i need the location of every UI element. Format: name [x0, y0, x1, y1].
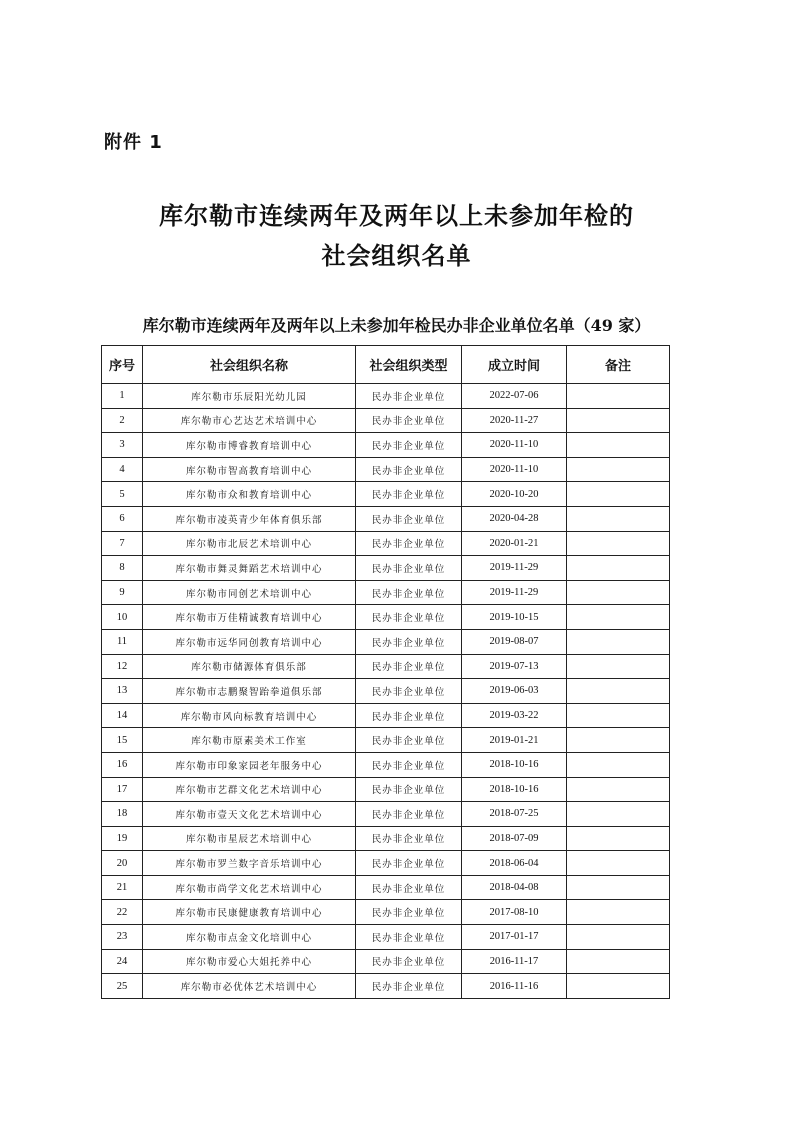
table-row [102, 875, 670, 900]
row-serial-number: 13 [102, 679, 143, 704]
table-row [102, 408, 670, 433]
row-organization-name: 库尔勒市民康健康教育培训中心 [143, 900, 356, 925]
table-row [102, 679, 670, 704]
row-established-date: 2020-01-21 [462, 531, 567, 556]
row-organization-type: 民办非企业单位 [356, 777, 462, 802]
row-organization-name: 库尔勒市同创艺术培训中心 [143, 580, 356, 605]
row-organization-name: 库尔勒市必优体艺术培训中心 [143, 974, 356, 999]
row-organization-name: 库尔勒市凌英青少年体育俱乐部 [143, 506, 356, 531]
row-organization-type: 民办非企业单位 [356, 654, 462, 679]
table-row [102, 925, 670, 950]
row-established-date: 2018-06-04 [462, 851, 567, 876]
row-serial-number: 11 [102, 629, 143, 654]
row-organization-type: 民办非企业单位 [356, 728, 462, 753]
row-organization-name: 库尔勒市乐辰阳光幼儿园 [143, 384, 356, 409]
row-organization-type: 民办非企业单位 [356, 679, 462, 704]
row-organization-name: 库尔勒市心艺达艺术培训中心 [143, 408, 356, 433]
row-remarks [567, 506, 670, 531]
table-row [102, 802, 670, 827]
row-organization-name: 库尔勒市北辰艺术培训中心 [143, 531, 356, 556]
row-organization-name: 库尔勒市万佳精诚教育培训中心 [143, 605, 356, 630]
row-established-date: 2019-03-22 [462, 703, 567, 728]
row-established-date: 2020-11-10 [462, 457, 567, 482]
row-organization-name: 库尔勒市远华同创教育培训中心 [143, 629, 356, 654]
row-remarks [567, 752, 670, 777]
row-remarks [567, 925, 670, 950]
row-organization-type: 民办非企业单位 [356, 506, 462, 531]
table-row [102, 556, 670, 581]
row-established-date: 2020-11-10 [462, 433, 567, 458]
row-organization-name: 库尔勒市风向标教育培训中心 [143, 703, 356, 728]
row-organization-type: 民办非企业单位 [356, 605, 462, 630]
table-row [102, 949, 670, 974]
row-serial-number: 24 [102, 949, 143, 974]
row-serial-number: 9 [102, 580, 143, 605]
row-serial-number: 8 [102, 556, 143, 581]
row-organization-name: 库尔勒市原素美术工作室 [143, 728, 356, 753]
row-serial-number: 23 [102, 925, 143, 950]
row-serial-number: 4 [102, 457, 143, 482]
row-established-date: 2022-07-06 [462, 384, 567, 409]
row-organization-name: 库尔勒市储源体育俱乐部 [143, 654, 356, 679]
row-remarks [567, 679, 670, 704]
table-row [102, 974, 670, 999]
row-serial-number: 2 [102, 408, 143, 433]
row-remarks [567, 408, 670, 433]
row-serial-number: 7 [102, 531, 143, 556]
row-established-date: 2019-08-07 [462, 629, 567, 654]
row-serial-number: 16 [102, 752, 143, 777]
row-established-date: 2019-11-29 [462, 556, 567, 581]
row-remarks [567, 580, 670, 605]
row-remarks [567, 531, 670, 556]
row-remarks [567, 949, 670, 974]
table-row [102, 531, 670, 556]
table-row [102, 580, 670, 605]
row-organization-type: 民办非企业单位 [356, 408, 462, 433]
row-established-date: 2017-01-17 [462, 925, 567, 950]
row-serial-number: 19 [102, 826, 143, 851]
row-established-date: 2019-01-21 [462, 728, 567, 753]
row-remarks [567, 433, 670, 458]
row-serial-number: 12 [102, 654, 143, 679]
row-organization-name: 库尔勒市印象家园老年服务中心 [143, 752, 356, 777]
table-header-row [102, 346, 670, 384]
row-established-date: 2018-10-16 [462, 777, 567, 802]
row-organization-type: 民办非企业单位 [356, 531, 462, 556]
table-row [102, 482, 670, 507]
row-established-date: 2018-04-08 [462, 875, 567, 900]
row-organization-name: 库尔勒市智高教育培训中心 [143, 457, 356, 482]
row-organization-type: 民办非企业单位 [356, 900, 462, 925]
table-body [102, 384, 670, 999]
row-organization-name: 库尔勒市爱心大姐托养中心 [143, 949, 356, 974]
row-organization-type: 民办非企业单位 [356, 875, 462, 900]
row-remarks [567, 777, 670, 802]
row-established-date: 2019-11-29 [462, 580, 567, 605]
row-established-date: 2019-10-15 [462, 605, 567, 630]
row-remarks [567, 974, 670, 999]
row-serial-number: 15 [102, 728, 143, 753]
row-serial-number: 22 [102, 900, 143, 925]
row-remarks [567, 851, 670, 876]
row-serial-number: 25 [102, 974, 143, 999]
document-title-line-2: 社会组织名单 [321, 241, 472, 270]
table-row [102, 900, 670, 925]
attachment-label: 附件 1 [104, 132, 163, 153]
row-organization-type: 民办非企业单位 [356, 752, 462, 777]
row-serial-number: 10 [102, 605, 143, 630]
row-organization-name: 库尔勒市尚学文化艺术培训中心 [143, 875, 356, 900]
table-row [102, 457, 670, 482]
row-remarks [567, 875, 670, 900]
table-row [102, 654, 670, 679]
row-organization-type: 民办非企业单位 [356, 974, 462, 999]
header-organization-type: 社会组织类型 [356, 346, 462, 384]
row-organization-name: 库尔勒市众和教育培训中心 [143, 482, 356, 507]
row-serial-number: 17 [102, 777, 143, 802]
row-established-date: 2020-11-27 [462, 408, 567, 433]
row-established-date: 2019-06-03 [462, 679, 567, 704]
row-organization-name: 库尔勒市壹天文化艺术培训中心 [143, 802, 356, 827]
row-organization-type: 民办非企业单位 [356, 703, 462, 728]
row-serial-number: 20 [102, 851, 143, 876]
row-remarks [567, 605, 670, 630]
header-organization-name: 社会组织名称 [143, 346, 356, 384]
row-established-date: 2019-07-13 [462, 654, 567, 679]
row-organization-type: 民办非企业单位 [356, 949, 462, 974]
row-remarks [567, 556, 670, 581]
table-row [102, 506, 670, 531]
table-row [102, 629, 670, 654]
row-organization-type: 民办非企业单位 [356, 802, 462, 827]
row-remarks [567, 482, 670, 507]
table-row [102, 826, 670, 851]
row-established-date: 2016-11-16 [462, 974, 567, 999]
table-row [102, 752, 670, 777]
row-organization-type: 民办非企业单位 [356, 629, 462, 654]
row-established-date: 2016-11-17 [462, 949, 567, 974]
row-serial-number: 1 [102, 384, 143, 409]
row-remarks [567, 654, 670, 679]
row-organization-type: 民办非企业单位 [356, 851, 462, 876]
table-row [102, 433, 670, 458]
row-organization-type: 民办非企业单位 [356, 826, 462, 851]
row-serial-number: 5 [102, 482, 143, 507]
row-serial-number: 6 [102, 506, 143, 531]
row-remarks [567, 728, 670, 753]
row-organization-type: 民办非企业单位 [356, 482, 462, 507]
header-remarks: 备注 [567, 346, 670, 384]
table-row [102, 384, 670, 409]
row-serial-number: 14 [102, 703, 143, 728]
row-organization-name: 库尔勒市艺群文化艺术培训中心 [143, 777, 356, 802]
row-serial-number: 18 [102, 802, 143, 827]
organization-table [101, 345, 670, 999]
row-serial-number: 21 [102, 875, 143, 900]
row-established-date: 2018-10-16 [462, 752, 567, 777]
row-organization-name: 库尔勒市博睿教育培训中心 [143, 433, 356, 458]
row-remarks [567, 826, 670, 851]
row-remarks [567, 384, 670, 409]
table-row [102, 777, 670, 802]
row-organization-name: 库尔勒市志鹏聚智跆拳道俱乐部 [143, 679, 356, 704]
row-established-date: 2018-07-25 [462, 802, 567, 827]
table-row [102, 605, 670, 630]
header-established-date: 成立时间 [462, 346, 567, 384]
row-established-date: 2017-08-10 [462, 900, 567, 925]
row-organization-name: 库尔勒市点金文化培训中心 [143, 925, 356, 950]
row-established-date: 2020-10-20 [462, 482, 567, 507]
table-row [102, 703, 670, 728]
row-established-date: 2020-04-28 [462, 506, 567, 531]
row-organization-name: 库尔勒市星辰艺术培训中心 [143, 826, 356, 851]
row-organization-type: 民办非企业单位 [356, 384, 462, 409]
document-title-line-1: 库尔勒市连续两年及两年以上未参加年检的 [159, 201, 634, 230]
row-remarks [567, 900, 670, 925]
table-row [102, 728, 670, 753]
row-serial-number: 3 [102, 433, 143, 458]
row-remarks [567, 457, 670, 482]
row-organization-name: 库尔勒市罗兰数字音乐培训中心 [143, 851, 356, 876]
row-remarks [567, 703, 670, 728]
table-row [102, 851, 670, 876]
row-organization-type: 民办非企业单位 [356, 556, 462, 581]
header-serial-number: 序号 [102, 346, 143, 384]
row-remarks [567, 629, 670, 654]
row-organization-name: 库尔勒市舞灵舞蹈艺术培训中心 [143, 556, 356, 581]
row-organization-type: 民办非企业单位 [356, 580, 462, 605]
row-organization-type: 民办非企业单位 [356, 925, 462, 950]
row-organization-type: 民办非企业单位 [356, 433, 462, 458]
row-remarks [567, 802, 670, 827]
table-subtitle: 库尔勒市连续两年及两年以上未参加年检民办非企业单位名单（49 家） [142, 316, 651, 335]
row-organization-type: 民办非企业单位 [356, 457, 462, 482]
row-established-date: 2018-07-09 [462, 826, 567, 851]
